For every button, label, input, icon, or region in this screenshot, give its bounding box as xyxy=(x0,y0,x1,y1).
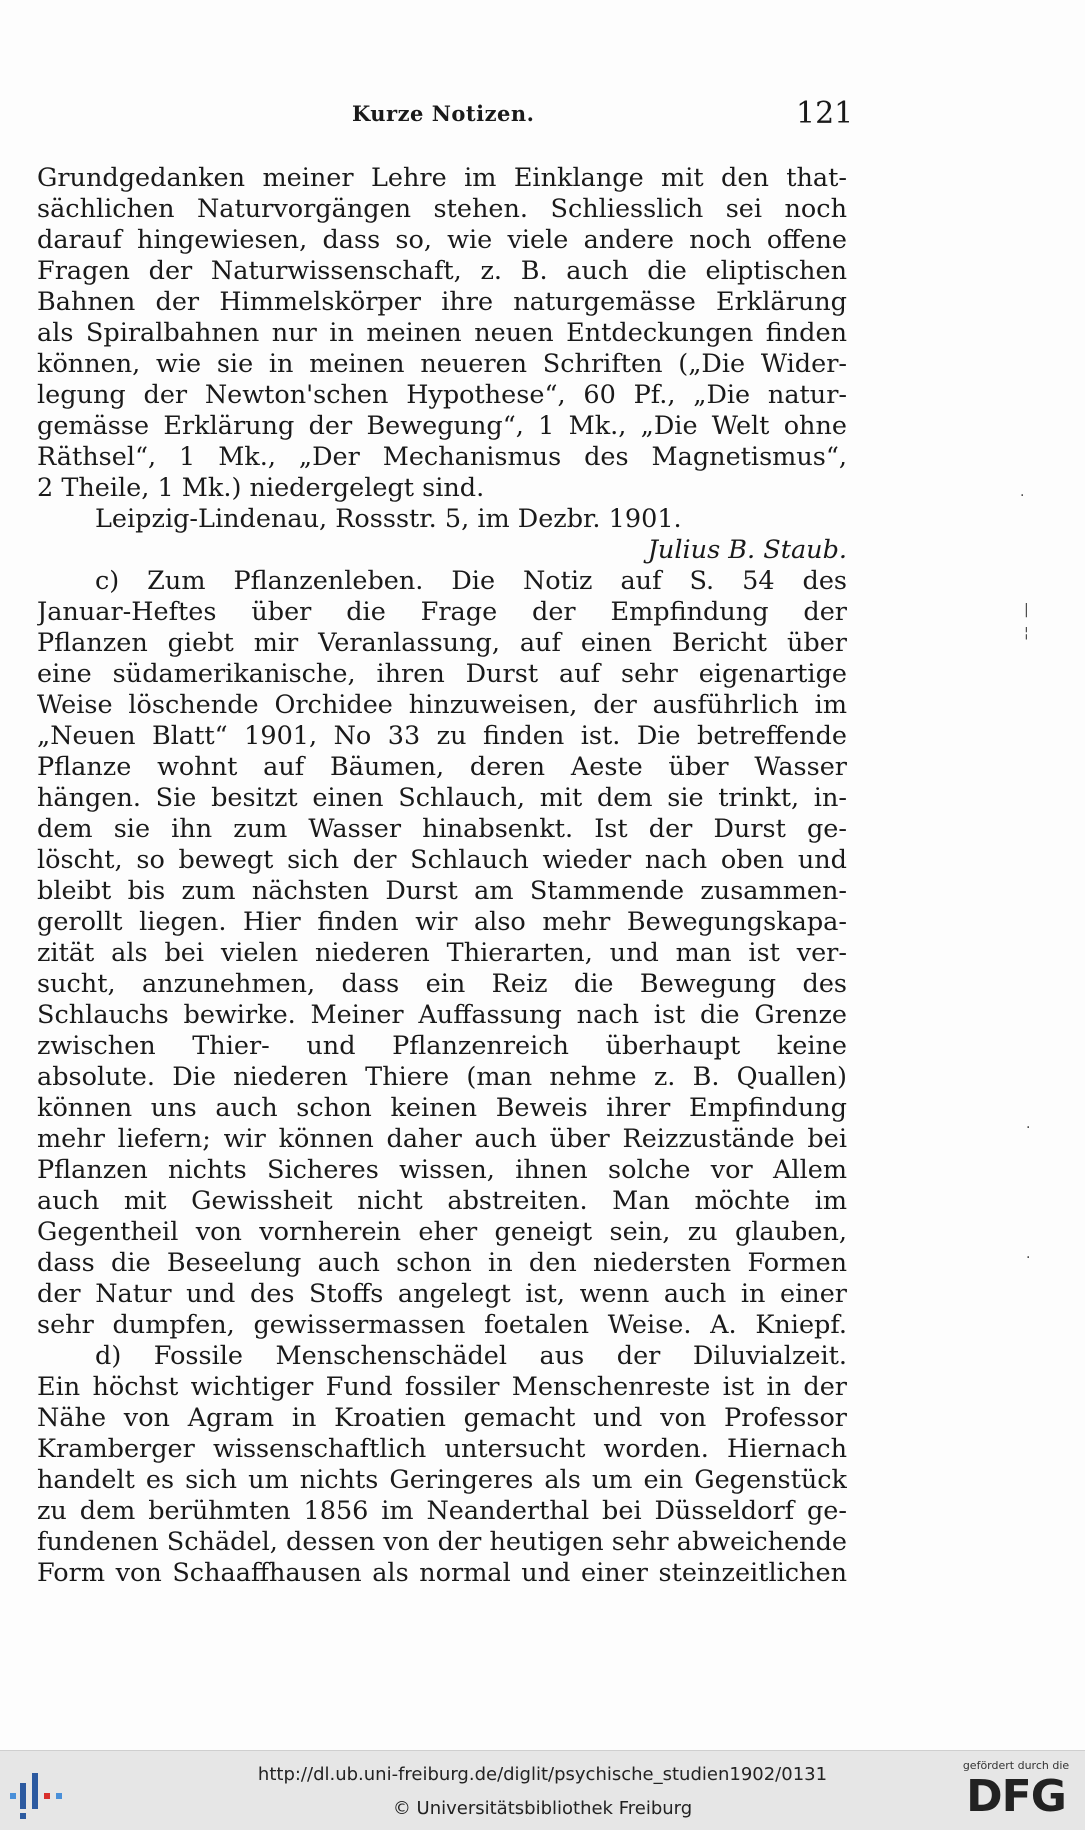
section-heading-d: d) Fossile Menschenschädel aus der Diluvialzeit. xyxy=(95,1341,847,1371)
text-line: Grundgedanken meiner Lehre im Einklange mit den that- xyxy=(37,163,847,193)
author-signature: Julius B. Staub. xyxy=(647,535,847,565)
text-line: Räthsel“, 1 Mk., „Der Mechanismus des Magnetismus“, xyxy=(37,442,847,472)
text-line: können, wie sie in meinen neueren Schriften („Die Wider- xyxy=(37,349,847,379)
text-line: Januar-Heftes über die Frage der Empfindung der xyxy=(37,597,847,627)
text-line: dem sie ihn zum Wasser hinabsenkt. Ist der Durst ge- xyxy=(37,814,847,844)
funding-note: gefördert durch die xyxy=(962,1759,1070,1772)
permalink-url[interactable]: http://dl.ub.uni-freiburg.de/diglit/psychische_studien1902/0131 xyxy=(257,1764,828,1785)
text-line: Form von Schaaffhausen als normal und einer steinzeitlichen xyxy=(37,1558,847,1588)
text-line: zu dem berühmten 1856 im Neanderthal bei Düsseldorf ge- xyxy=(37,1496,847,1526)
text-line: Pflanze wohnt auf Bäumen, deren Aeste über Wasser xyxy=(37,752,847,782)
page-number: 121 xyxy=(796,96,854,131)
text-line: Weise löschende Orchidee hinzuweisen, der ausführlich im xyxy=(37,690,847,720)
text-line: darauf hingewiesen, dass so, wie viele andere noch offene xyxy=(37,225,847,255)
text-line: auch mit Gewissheit nicht abstreiten. Man möchte im xyxy=(37,1186,847,1216)
text-line: legung der Newton'schen Hypothese“, 60 Pf., „Die natur- xyxy=(37,380,847,410)
text-line: „Neuen Blatt“ 1901, No 33 zu finden ist. Die betreffende xyxy=(37,721,847,751)
text-line: bleibt bis zum nächsten Durst am Stammende zusammen- xyxy=(37,876,847,906)
scan-mark: · xyxy=(1026,1120,1031,1136)
copyright-notice: © Universitätsbibliothek Freiburg xyxy=(392,1798,693,1819)
text-line: Gegentheil von vornherein eher geneigt sein, zu glauben, xyxy=(37,1217,847,1247)
text-line: 2 Theile, 1 Mk.) niedergelegt sind. xyxy=(37,473,485,503)
scan-mark: · xyxy=(1026,1250,1031,1266)
scan-mark: · xyxy=(1020,488,1025,504)
text-line: zwischen Thier- und Pflanzenreich überhaupt keine xyxy=(37,1031,847,1061)
text-line: Bahnen der Himmelskörper ihre naturgemässe Erklärung xyxy=(37,287,847,317)
text-line: löscht, so bewegt sich der Schlauch wieder nach oben und xyxy=(37,845,847,875)
scan-mark: ¦ xyxy=(1024,625,1029,641)
text-line: sucht, anzunehmen, dass ein Reiz die Bewegung des xyxy=(37,969,847,999)
text-line: Fragen der Naturwissenschaft, z. B. auch die eliptischen xyxy=(37,256,847,286)
dfg-logo-icon: DFG xyxy=(966,1771,1066,1822)
dfg-funding-badge xyxy=(957,1759,1075,1825)
text-line: zität als bei vielen niederen Thierarten, und man ist ver- xyxy=(37,938,847,968)
body-text xyxy=(37,163,847,1589)
text-line: Nähe von Agram in Kroatien gemacht und von Professor xyxy=(37,1403,847,1433)
text-line: als Spiralbahnen nur in meinen neuen Entdeckungen finden xyxy=(37,318,847,348)
text-line: Kramberger wissenschaftlich untersucht worden. Hiernach xyxy=(37,1434,847,1464)
viewer-footer xyxy=(0,1750,1085,1830)
text-line: absolute. Die niederen Thiere (man nehme z. B. Quallen) xyxy=(37,1062,847,1092)
scan-mark: | xyxy=(1024,602,1029,618)
running-title: Kurze Notizen. xyxy=(352,101,535,126)
text-line: können uns auch schon keinen Beweis ihrer Empfindung xyxy=(37,1093,847,1123)
text-line: gemässe Erklärung der Bewegung“, 1 Mk., „Die Welt ohne xyxy=(37,411,847,441)
text-line: handelt es sich um nichts Geringeres als um ein Gegenstück xyxy=(37,1465,847,1495)
text-line: hängen. Sie besitzt einen Schlauch, mit dem sie trinkt, in- xyxy=(37,783,847,813)
text-line: Pflanzen nichts Sicheres wissen, ihnen solche vor Allem xyxy=(37,1155,847,1185)
text-line: Pflanzen giebt mir Veranlassung, auf einen Bericht über xyxy=(37,628,847,658)
dateline: Leipzig-Lindenau, Rossstr. 5, im Dezbr. 1901. xyxy=(95,504,682,534)
text-line-with-signature: sehr dumpfen, gewissermassen foetalen Weise. A. Kniepf. xyxy=(37,1310,847,1340)
section-heading-c: c) Zum Pflanzenleben. Die Notiz auf S. 54 des xyxy=(95,566,847,596)
text-line: eine südamerikanische, ihren Durst auf sehr eigenartige xyxy=(37,659,847,689)
text-line: mehr liefern; wir können daher auch über Reizzustände bei xyxy=(37,1124,847,1154)
text-line: Schlauchs bewirke. Meiner Auffassung nach ist die Grenze xyxy=(37,1000,847,1030)
text-line: der Natur und des Stoffs angelegt ist, wenn auch in einer xyxy=(37,1279,847,1309)
text-line: Ein höchst wichtiger Fund fossiler Menschenreste ist in der xyxy=(37,1372,847,1402)
text-line: gerollt liegen. Hier finden wir also mehr Bewegungskapa- xyxy=(37,907,847,937)
text-line: dass die Beseelung auch schon in den niedersten Formen xyxy=(37,1248,847,1278)
text-line: sächlichen Naturvorgängen stehen. Schliesslich sei noch xyxy=(37,194,847,224)
text-line: fundenen Schädel, dessen von der heutigen sehr abweichende xyxy=(37,1527,847,1557)
